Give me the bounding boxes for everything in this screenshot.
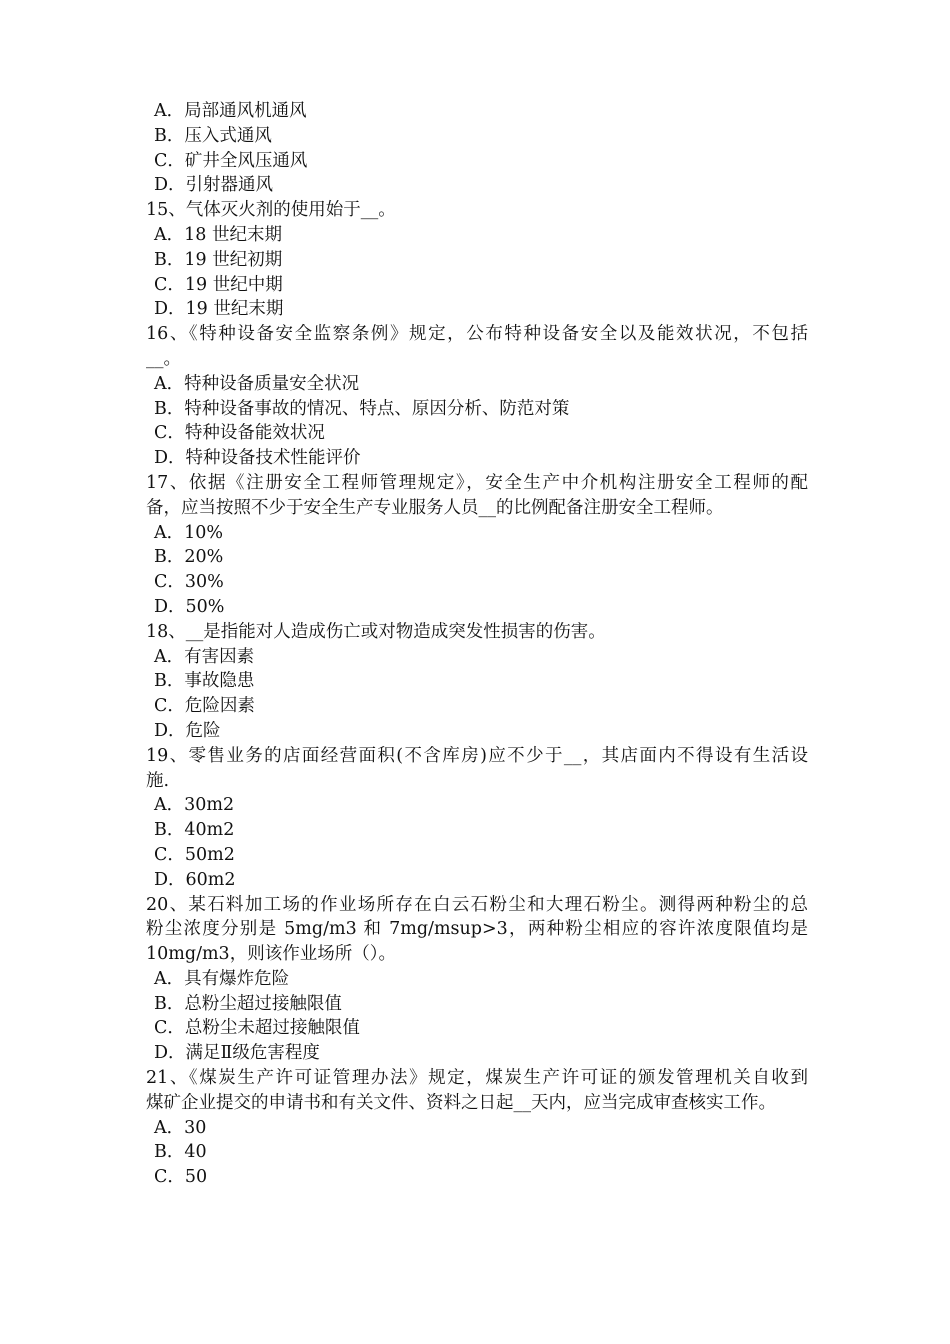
answer-option: B．特种设备事故的情况、特点、原因分析、防范对策 — [154, 398, 570, 419]
question-stem-continuation: 备，应当按照不少于安全生产专业服务人员__的比例配备注册安全工程师。 — [146, 497, 724, 518]
answer-option: A．30 — [154, 1117, 207, 1138]
question-stem-continuation: 施. — [146, 770, 170, 791]
answer-option: B．事故隐患 — [154, 671, 255, 692]
answer-option: C．总粉尘未超过接触限值 — [154, 1018, 360, 1039]
answer-option: A．有害因素 — [154, 646, 255, 667]
answer-option: B．20% — [154, 547, 224, 568]
answer-option: B．19 世纪初期 — [154, 249, 283, 270]
answer-option: B．总粉尘超过接触限值 — [154, 993, 342, 1014]
answer-option: C．危险因素 — [154, 696, 255, 717]
question-stem: 17、依据《注册安全工程师管理规定》，安全生产中介机构注册安全工程师的配 — [146, 472, 808, 493]
answer-option: C．19 世纪中期 — [154, 274, 283, 295]
answer-option: A．18 世纪末期 — [154, 224, 282, 245]
answer-option: C．50m2 — [154, 844, 235, 865]
question-stem-continuation: 10mg/m3，则该作业场所（）。 — [146, 944, 396, 965]
answer-option: A．局部通风机通风 — [154, 101, 307, 121]
answer-option: B．压入式通风 — [154, 125, 272, 146]
question-stem: 15、气体灭火剂的使用始于__。 — [146, 200, 396, 221]
question-stem-continuation: 粉尘浓度分别是 5mg/m3 和 7mg/msup>3，两种粉尘相应的容许浓度限值均是 — [146, 919, 808, 940]
answer-option: A．具有爆炸危险 — [154, 968, 290, 989]
question-stem: 18、__是指能对人造成伤亡或对物造成突发性损害的伤害。 — [146, 621, 606, 642]
answer-option: C．30% — [154, 572, 224, 593]
answer-option: C．特种设备能效状况 — [154, 423, 325, 444]
answer-option: B．40 — [154, 1142, 207, 1163]
question-stem: 19、零售业务的店面经营面积(不含库房)应不少于__，其店面内不得设有生活设 — [146, 745, 808, 766]
question-stem: 20、某石料加工场的作业场所存在白云石粉尘和大理石粉尘。测得两种粉尘的总 — [146, 894, 808, 915]
answer-option: D．满足Ⅱ级危害程度 — [154, 1043, 320, 1064]
answer-option: A．30m2 — [154, 795, 235, 816]
question-stem: 21、《煤炭生产许可证管理办法》规定，煤炭生产许可证的颁发管理机关自收到 — [146, 1068, 808, 1089]
question-stem-continuation: 煤矿企业提交的申请书和有关文件、资料之日起__天内，应当完成审查核实工作。 — [146, 1092, 776, 1113]
answer-option: D．19 世纪末期 — [154, 299, 284, 320]
answer-option: B．40m2 — [154, 820, 235, 841]
answer-option: C．50 — [154, 1167, 208, 1188]
question-stem: 16、《特种设备安全监察条例》规定，公布特种设备安全以及能效状况，不包括 — [146, 324, 808, 345]
answer-option: A．10% — [154, 522, 224, 543]
answer-option: D．引射器通风 — [154, 175, 274, 196]
answer-option: D．50% — [154, 596, 225, 617]
answer-option: A．特种设备质量安全状况 — [154, 373, 360, 394]
answer-option: D．危险 — [154, 720, 221, 741]
answer-option: D．特种设备技术性能评价 — [154, 448, 361, 469]
question-list — [146, 99, 808, 1190]
question-stem-continuation: __。 — [146, 348, 181, 369]
answer-option: D．60m2 — [154, 869, 236, 890]
answer-option: C．矿井全风压通风 — [154, 150, 308, 171]
